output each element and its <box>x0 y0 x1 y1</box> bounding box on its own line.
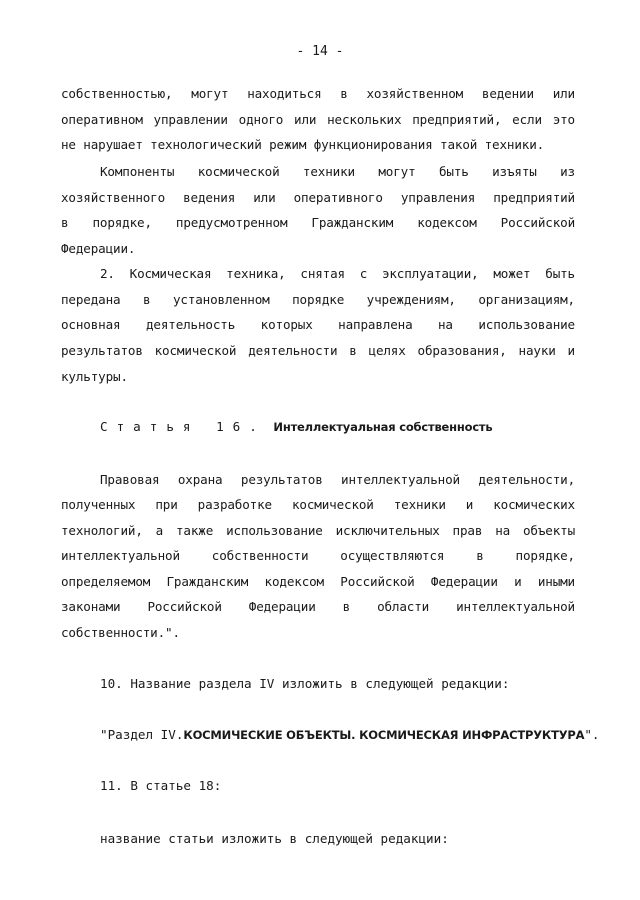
amendment-item: 11. В статье 18: <box>100 778 222 793</box>
text-line: название статьи изложить в следующей редакции: <box>100 831 449 846</box>
text-line: законами Российской Федерации в области интеллектуальной <box>61 599 575 614</box>
text-line: передана в установленном порядке учреждениям, организациям, <box>61 292 575 307</box>
section-title-bold: КОСМИЧЕСКИЕ ОБЪЕКТЫ. КОСМИЧЕСКАЯ ИНФРАСТРУКТУРА <box>183 728 585 742</box>
text-line: технологий, а также использование исключительных прав на объекты <box>61 523 575 538</box>
text-line: Федерации. <box>61 241 136 256</box>
text-line: не нарушает технологический режим функционирования такой техники. <box>61 137 545 152</box>
section-title-prefix: "Раздел IV. <box>100 727 184 742</box>
amendment-item: 10. Название раздела IV изложить в следующей редакции: <box>100 676 510 691</box>
text-line: результатов космической деятельности в целях образования, науки и <box>61 343 575 358</box>
article-heading <box>100 419 492 434</box>
text-line: в порядке, предусмотренном Гражданским кодексом Российской <box>61 215 575 230</box>
text-line: собственностью, могут находиться в хозяйственном ведении или <box>61 86 575 101</box>
text-line: 2. Космическая техника, снятая с эксплуатации, может быть <box>100 266 575 281</box>
text-line: оперативном управлении одного или нескольких предприятий, если это <box>61 112 575 127</box>
text-line: Компоненты космической техники могут быть изъяты из <box>100 164 575 179</box>
article-number: Статья 16. <box>100 419 266 434</box>
section-title <box>100 727 600 742</box>
article-title: Интеллектуальная собственность <box>273 420 493 434</box>
page-number: - 14 - <box>296 44 344 59</box>
text-line: определяемом Гражданским кодексом Российской Федерации и иными <box>61 574 575 589</box>
text-line: собственности.". <box>61 625 180 640</box>
text-line: полученных при разработке космической техники и космических <box>61 497 575 512</box>
section-title-suffix: ". <box>584 727 600 742</box>
text-line: Правовая охрана результатов интеллектуальной деятельности, <box>100 472 575 487</box>
text-line: хозяйственного ведения или оперативного управления предприятий <box>61 190 575 205</box>
text-line: основная деятельность которых направлена на использование <box>61 317 575 332</box>
text-line: интеллектуальной собственности осуществляются в порядке, <box>61 548 575 563</box>
text-line: культуры. <box>61 369 128 384</box>
